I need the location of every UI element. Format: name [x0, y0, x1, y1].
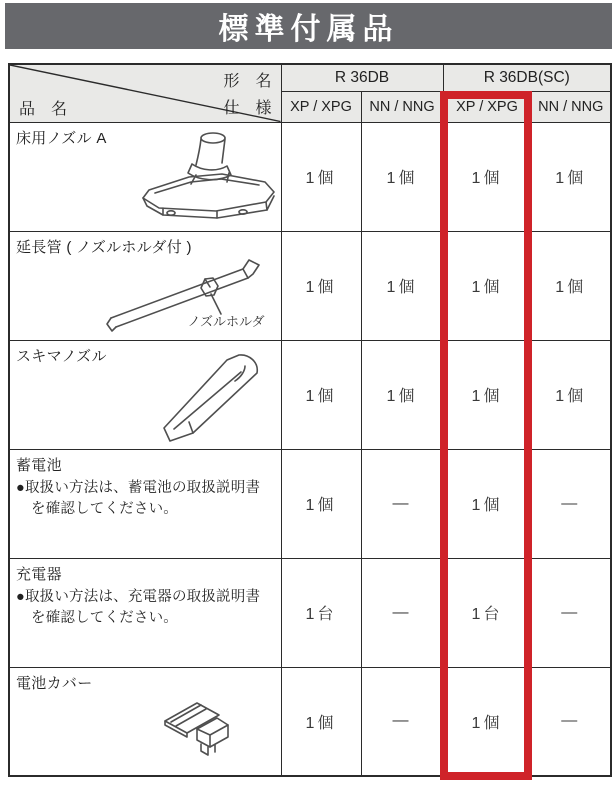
- battery-cover-illustration: [157, 694, 235, 760]
- quantity-cell: 1個: [281, 122, 361, 231]
- quantity-cell: 1個: [361, 122, 443, 231]
- spec-header-r36db-xpxpg: XP / XPG: [281, 91, 361, 122]
- table-row: [9, 558, 611, 667]
- quantity-cell: 1台: [443, 558, 531, 667]
- quantity-cell: —: [531, 449, 611, 558]
- item-cell-crevice-nozzle: [9, 340, 281, 449]
- quantity-cell: —: [531, 667, 611, 776]
- item-name: 延長管 ( ノズルホルダ付 ): [16, 238, 192, 256]
- item-note: ●取扱い方法は、充電器の取扱説明書を確認してください。: [16, 588, 261, 627]
- item-cell-extension-pipe: [9, 231, 281, 340]
- quantity-cell: 1個: [443, 231, 531, 340]
- quantity-cell: 1個: [443, 449, 531, 558]
- item-name: スキマノズル: [16, 347, 107, 365]
- table-row: [9, 667, 611, 776]
- quantity-cell: 1個: [281, 449, 361, 558]
- quantity-cell: 1個: [361, 340, 443, 449]
- quantity-cell: —: [361, 667, 443, 776]
- quantity-cell: 1個: [531, 122, 611, 231]
- item-name: 電池カバー: [16, 674, 93, 692]
- table-row: [9, 122, 611, 231]
- item-name: 充電器: [16, 565, 62, 583]
- nozzle-holder-label: ノズルホルダ: [187, 313, 265, 329]
- item-cell-battery-cover: [9, 667, 281, 776]
- item-cell-battery: [9, 449, 281, 558]
- model-header-r36db-sc: R 36DB(SC): [443, 64, 611, 91]
- quantity-cell: 1個: [361, 231, 443, 340]
- quantity-cell: 1個: [281, 231, 361, 340]
- table-row: [9, 449, 611, 558]
- model-header-r36db: R 36DB: [281, 64, 443, 91]
- item-name: 蓄電池: [16, 456, 62, 474]
- spec-header-r36dbsc-nnnng: NN / NNG: [531, 91, 611, 122]
- quantity-cell: 1個: [281, 340, 361, 449]
- quantity-cell: 1個: [443, 122, 531, 231]
- quantity-cell: —: [531, 558, 611, 667]
- quantity-cell: 1個: [531, 340, 611, 449]
- corner-model-label: 形 名: [223, 73, 272, 90]
- item-name: 床用ノズル A: [16, 129, 107, 147]
- page-title-bar: [5, 3, 612, 49]
- page-title: 標準付属品: [218, 13, 399, 46]
- spec-header-r36db-nnnng: NN / NNG: [361, 91, 443, 122]
- quantity-cell: —: [361, 449, 443, 558]
- corner-item-label: 品 名: [19, 100, 68, 118]
- table-row: [9, 231, 611, 340]
- quantity-cell: 1個: [281, 667, 361, 776]
- item-cell-charger: [9, 558, 281, 667]
- corner-cell: [9, 64, 281, 122]
- quantity-cell: 1個: [443, 340, 531, 449]
- quantity-cell: 1個: [531, 231, 611, 340]
- item-cell-floor-nozzle: [9, 122, 281, 231]
- accessories-table-wrap: [8, 63, 612, 777]
- quantity-cell: 1台: [281, 558, 361, 667]
- corner-spec-label: 仕 様: [223, 100, 272, 117]
- quantity-cell: —: [361, 558, 443, 667]
- accessories-table: [8, 63, 612, 777]
- table-row: [9, 340, 611, 449]
- floor-nozzle-illustration: [119, 127, 279, 227]
- item-note: ●取扱い方法は、蓄電池の取扱説明書を確認してください。: [16, 479, 261, 518]
- crevice-nozzle-illustration: [143, 349, 265, 443]
- quantity-cell: 1個: [443, 667, 531, 776]
- spec-header-r36dbsc-xpxpg: XP / XPG: [443, 91, 531, 122]
